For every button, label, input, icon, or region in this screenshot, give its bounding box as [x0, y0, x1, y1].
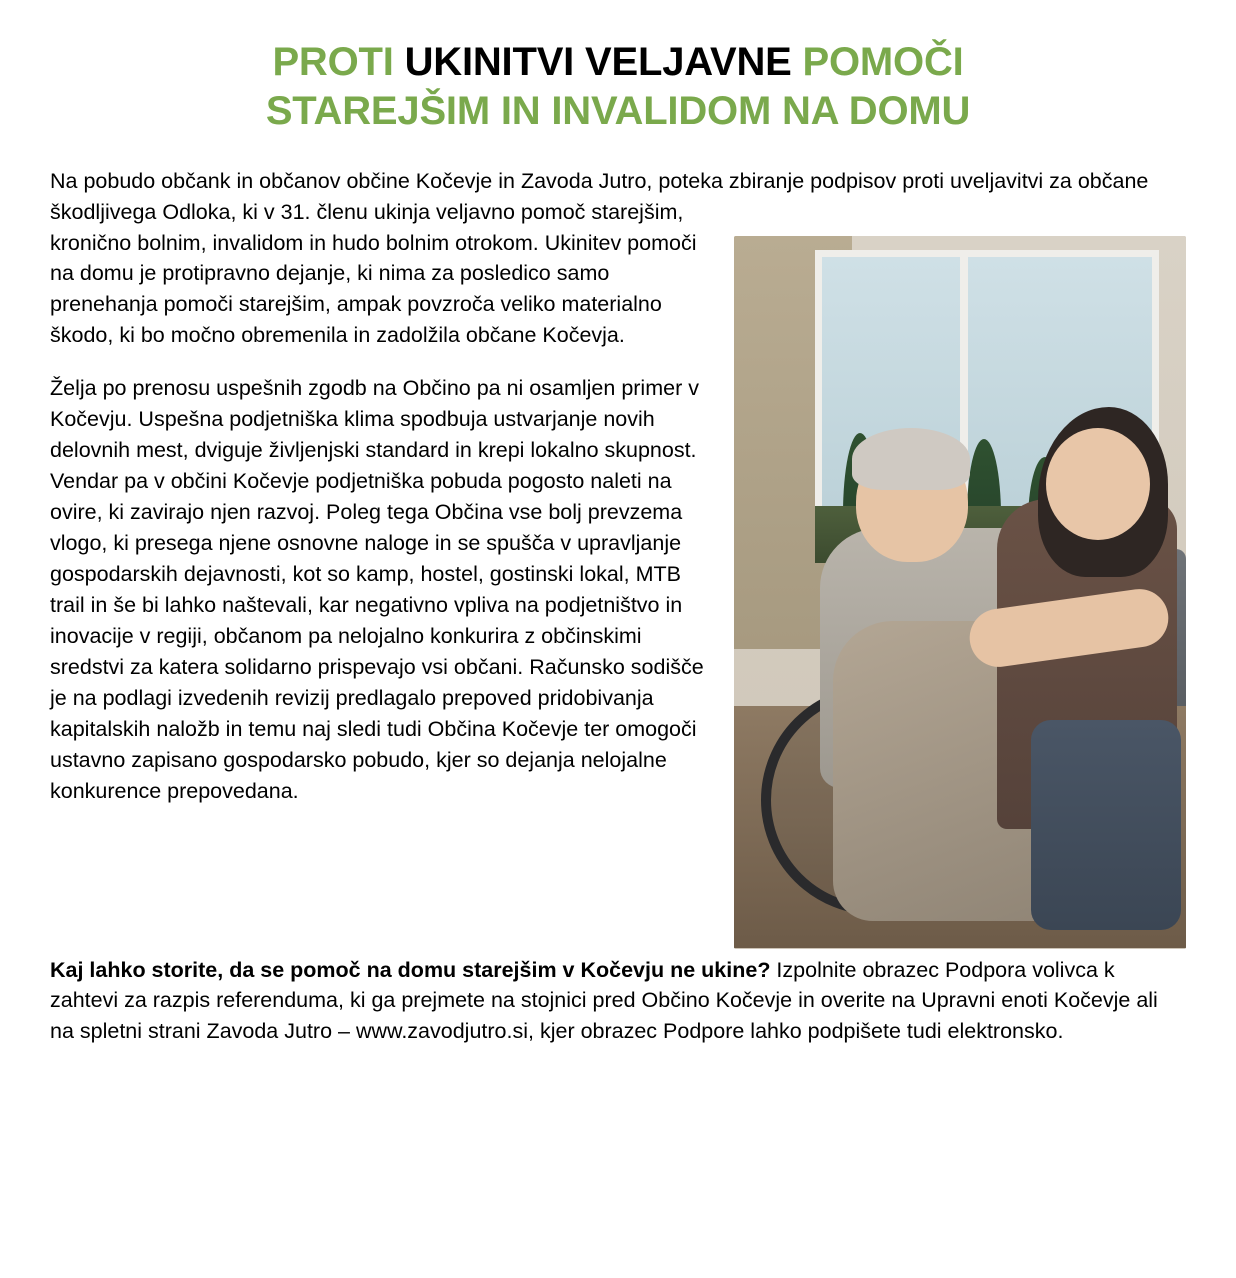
- page-title: [50, 38, 1186, 136]
- paragraph-1: kronično bolnim, invalidom in hudo bolnim otrokom. Ukinitev pomoči na domu je protipravno dejanje, ki nima za posledico samo prenehanja pomoči starejšim, ampak povzroča veliko materialno škodo, ki bo močno obremenila in zadolžila občane Kočevja.: [50, 230, 697, 348]
- photo-illustration: [734, 236, 1186, 949]
- closing-paragraph: [50, 955, 1186, 1048]
- title-part-pomoci: POMOČI: [802, 40, 964, 84]
- closing-instructions: Izpolnite obrazec Podpora volivca k zahtevi za razpis referenduma, ki ga prejmete na stojnici pred Občino Kočevje in overite na Upravni enoti Kočevje ali na spletni strani Zavoda Jutro – www.zavodjutro.si, kjer obrazec Podpore lahko podpišete tudi elektronsko.: [50, 957, 1158, 1044]
- title-line-2: STAREJŠIM IN INVALIDOM NA DOMU: [265, 88, 971, 133]
- title-part-ukinitvi: UKINITVI VELJAVNE: [404, 40, 803, 84]
- paragraph-2: Želja po prenosu uspešnih zgodb na Občino pa ni osamljen primer v Kočevju. Uspešna podjetniška klima spodbuja ustvarjanje novih delovnih mest, dviguje življenjski standard in krepi lokalno skupnost. Vendar pa v občini Kočevje podjetniška pobuda pogosto naleti na ovire, ki zavirajo njen razvoj. Poleg tega Občina vse bolj prevzema vlogo, ki presega njene osnovne naloge in se spušča v upravljanje gospodarskih dejavnosti, kot so kamp, hostel, gostinski lokal, MTB trail in še bi lahko naštevali, kar negativno vpliva na podjetništvo in inovacije v regiji, občanom pa nelojalno konkurira z občinskimi sredstvi za katera solidarno prispevajo vsi občani. Računsko sodišče je na podlagi izvedenih revizij predlagalo prepoved pridobivanja kapitalskih naložb in temu naj sledi tudi Občina Kočevje ter omogoči ustavno zapisano gospodarsko pobudo, kjer so dejanja nelojalne konkurence prepovedana.: [50, 376, 704, 803]
- closing-question: Kaj lahko storite, da se pomoč na domu starejšim v Kočevju ne ukine?: [50, 957, 771, 982]
- title-part-proti: PROTI: [272, 40, 405, 84]
- caregiver-photo: [734, 236, 1186, 949]
- elderly-man-hair: [852, 428, 970, 490]
- caregiver-jeans: [1031, 720, 1181, 930]
- caregiver-head: [1046, 428, 1150, 540]
- intro-paragraph: Na pobudo občank in občanov občine Kočevje in Zavoda Jutro, poteka zbiranje podpisov proti uveljavitvi za občane škodljivega Odloka, ki v 31. členu ukinja veljavno pomoč starejšim,: [50, 168, 1149, 224]
